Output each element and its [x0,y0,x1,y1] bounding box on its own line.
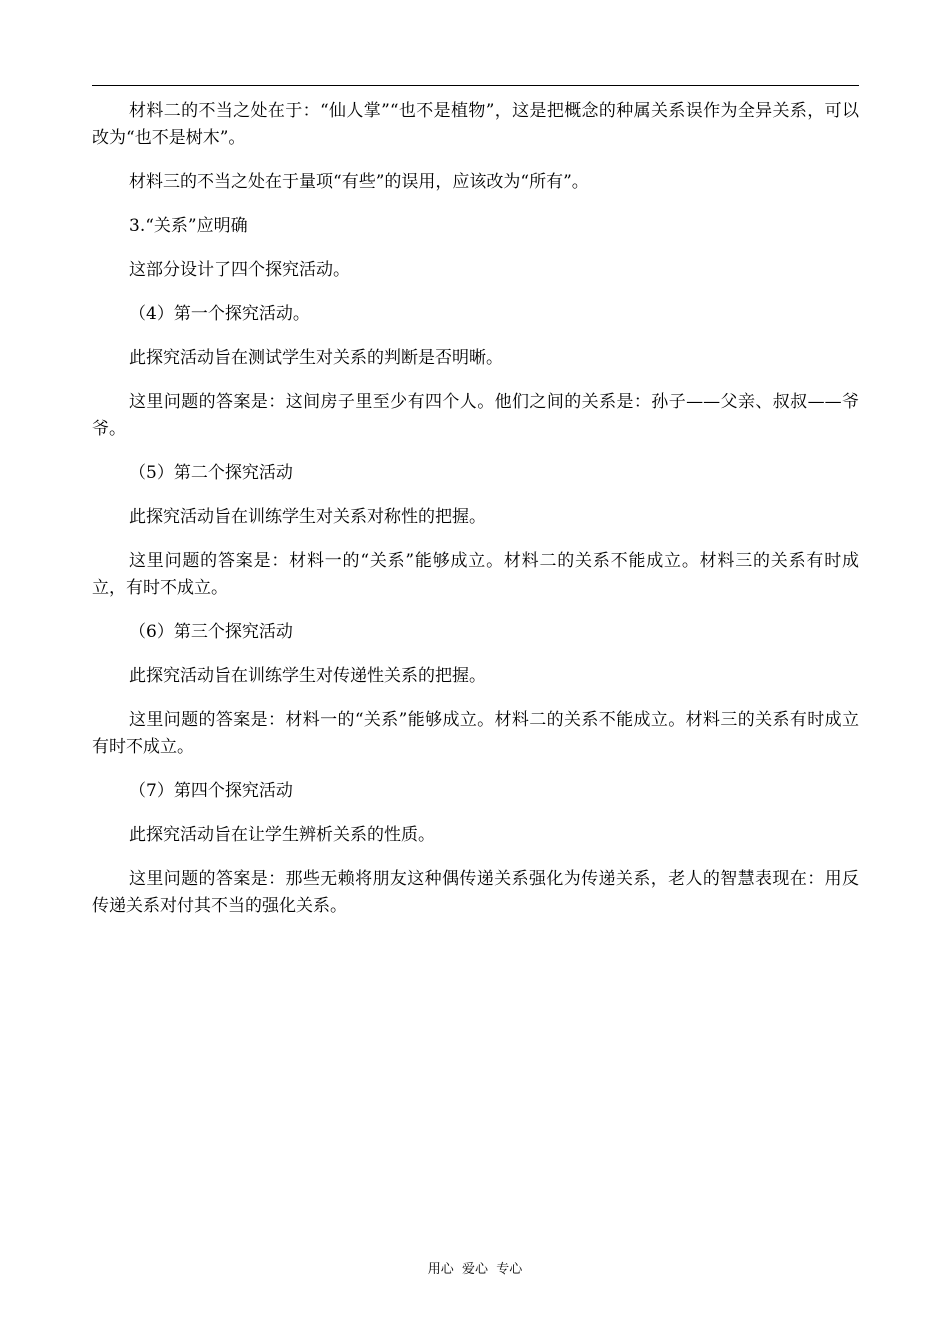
section-heading-relations: 3.“关系”应明确 [129,216,248,236]
paragraph-intro: 这部分设计了四个探究活动。 [129,260,350,280]
activity-heading-7: （7）第四个探究活动 [129,781,293,801]
activity-4-answer: 这里问题的答案是：这间房子里至少有四个人。他们之间的关系是：孙子——父亲、叔叔——爷爷。 [92,392,859,439]
activity-4-purpose: 此探究活动旨在测试学生对关系的判断是否明晰。 [129,348,503,368]
activity-6-purpose: 此探究活动旨在训练学生对传递性关系的把握。 [129,666,486,686]
activity-heading-5: （5）第二个探究活动 [129,463,293,483]
activity-7-answer: 这里问题的答案是：那些无赖将朋友这种偶传递关系强化为传递关系，老人的智慧表现在：用反传递关系对付其不当的强化关系。 [92,869,859,916]
document-body [92,98,859,920]
paragraph-material-two: 材料二的不当之处在于：“仙人掌”“也不是植物”，这是把概念的种属关系误作为全异关系，可以改为“也不是树木”。 [92,101,859,148]
activity-6-answer: 这里问题的答案是：材料一的“关系”能够成立。材料二的关系不能成立。材料三的关系有时成立有时不成立。 [92,710,859,757]
page-footer: 用心 爱心 专心 [427,1262,523,1277]
activity-heading-4: （4）第一个探究活动。 [129,304,310,324]
paragraph-material-three: 材料三的不当之处在于量项“有些”的误用，应该改为“所有”。 [129,172,589,192]
activity-5-answer: 这里问题的答案是：材料一的“关系”能够成立。材料二的关系不能成立。材料三的关系有时成立，有时不成立。 [92,551,859,598]
header-rule [92,85,859,86]
activity-5-purpose: 此探究活动旨在训练学生对关系对称性的把握。 [129,507,486,527]
activity-heading-6: （6）第三个探究活动 [129,622,293,642]
activity-7-purpose: 此探究活动旨在让学生辨析关系的性质。 [129,825,435,845]
